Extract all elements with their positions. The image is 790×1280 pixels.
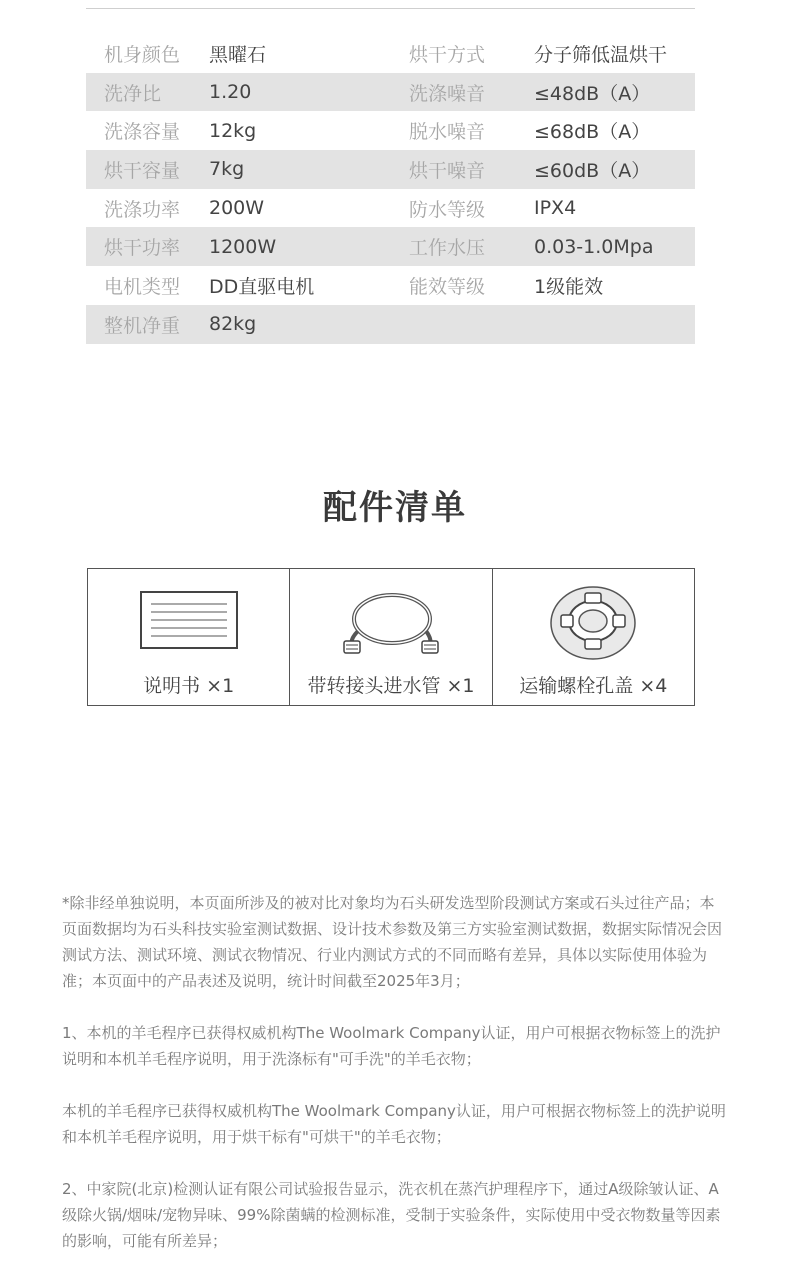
- note-paragraph: 2、中家院(北京)检测认证有限公司试验报告显示，洗衣机在蒸汽护理程序下，通过A级除皱认证、A级除火锅/烟味/宠物异味、99%除菌螨的检测标准，受制于实验条件，实际使用中受衣物数量等因素的影响，可能有所差异；: [62, 1180, 721, 1250]
- spec-value: 82kg: [209, 313, 257, 336]
- spec-row: [86, 73, 695, 112]
- spec-row: [86, 305, 695, 344]
- spec-row: [86, 111, 695, 150]
- spec-row: [86, 227, 695, 266]
- spec-table: [86, 34, 695, 344]
- spec-key: 能效等级: [409, 275, 486, 298]
- spec-key: 脱水噪音: [409, 121, 486, 144]
- spec-value: 1200W: [209, 235, 277, 258]
- hose-icon: [290, 579, 491, 663]
- spec-key: 电机类型: [104, 275, 181, 298]
- accessory-label: 说明书 ×1: [143, 675, 235, 697]
- spec-value: ≤48dB（A）: [534, 82, 651, 105]
- spec-value: 1级能效: [534, 275, 604, 298]
- spec-key: 洗涤容量: [104, 121, 181, 144]
- manual-icon: [88, 579, 289, 663]
- spec-key: 烘干噪音: [409, 159, 486, 182]
- spec-key: 烘干功率: [104, 237, 181, 260]
- spec-key: 烘干方式: [409, 43, 486, 66]
- spec-key: 洗涤功率: [104, 198, 181, 221]
- spec-row: [86, 150, 695, 189]
- spec-row: [86, 34, 695, 73]
- spec-key: 洗净比: [104, 82, 162, 105]
- spec-value: IPX4: [534, 197, 577, 220]
- spec-key: 烘干容量: [104, 159, 181, 182]
- accessory-item: [290, 569, 492, 705]
- accessory-label: 运输螺栓孔盖 ×4: [519, 675, 668, 697]
- spec-value: 分子筛低温烘干: [534, 43, 668, 66]
- spec-value: 200W: [209, 197, 265, 220]
- bolt-cover-icon: [493, 579, 694, 663]
- spec-value: ≤60dB（A）: [534, 159, 651, 182]
- spec-value: 黑曜石: [209, 43, 267, 66]
- spec-value: DD直驱电机: [209, 275, 315, 298]
- note-paragraph: *除非经单独说明，本页面所涉及的被对比对象均为石头研发选型阶段测试方案或石头过往产品；本页面数据均为石头科技实验室测试数据、设计技术参数及第三方实验室测试数据，数据实际情况会因测试方法、测试环境、测试衣物情况、行业内测试方式的不同而略有差异，具体以实际使用体验为准；本页面中的产品表述及说明，统计时间截至2025年3月；: [62, 894, 723, 990]
- accessories-list: [87, 568, 695, 706]
- spec-key: 机身颜色: [104, 43, 181, 66]
- note-paragraph: 本机的羊毛程序已获得权威机构The Woolmark Company认证，用户可根据衣物标签上的洗护说明和本机羊毛程序说明，用于烘干标有"可烘干"的羊毛衣物；: [62, 1102, 726, 1146]
- top-divider: [86, 8, 695, 9]
- spec-value: 1.20: [209, 81, 252, 104]
- disclaimer-notes: [62, 890, 728, 1280]
- spec-key: 防水等级: [409, 198, 486, 221]
- accessory-item: [88, 569, 290, 705]
- spec-value: ≤68dB（A）: [534, 121, 651, 144]
- spec-row: [86, 189, 695, 228]
- spec-key: 工作水压: [409, 237, 486, 260]
- accessory-item: [493, 569, 694, 705]
- spec-value: 0.03-1.0Mpa: [534, 235, 654, 258]
- accessories-title: 配件清单: [323, 488, 467, 528]
- spec-value: 12kg: [209, 119, 257, 142]
- note-paragraph: 1、本机的羊毛程序已获得权威机构The Woolmark Company认证，用户可根据衣物标签上的洗护说明和本机羊毛程序说明，用于洗涤标有"可手洗"的羊毛衣物；: [62, 1024, 721, 1068]
- spec-value: 7kg: [209, 158, 245, 181]
- spec-row: [86, 266, 695, 305]
- spec-key: 整机净重: [104, 314, 181, 337]
- spec-key: 洗涤噪音: [409, 82, 486, 105]
- accessory-label: 带转接头进水管 ×1: [307, 675, 475, 697]
